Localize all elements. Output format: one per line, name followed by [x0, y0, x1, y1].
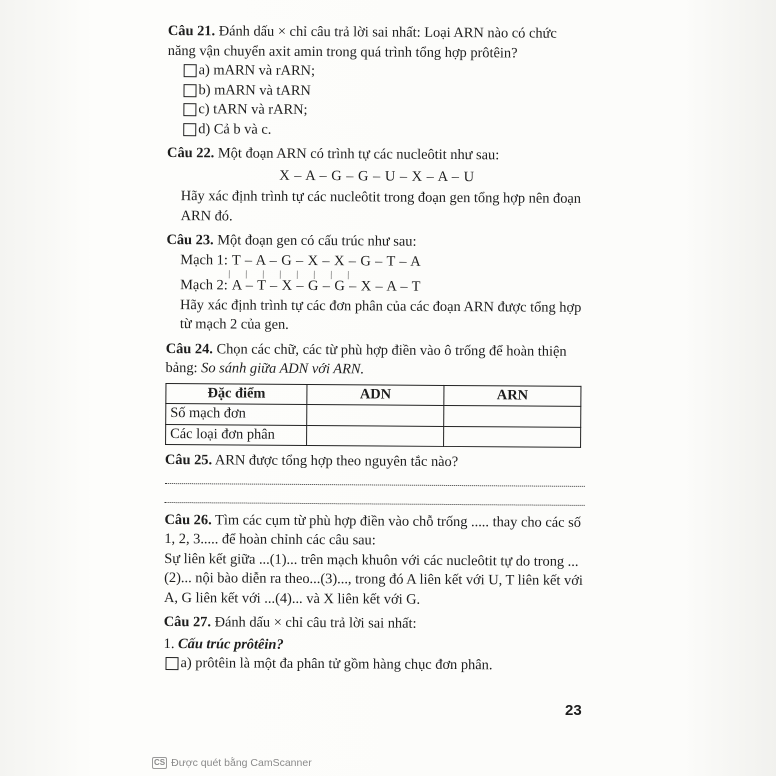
table-header: ADN: [307, 384, 444, 405]
question-27-label: Câu 27.: [163, 613, 212, 631]
question-21-label: Câu 21.: [167, 22, 216, 40]
table-row: [166, 403, 581, 426]
question-25-text: ARN được tổng hợp theo nguyên tắc nào?: [214, 452, 459, 471]
question-23-task: Hãy xác định trình tự các đơn phân của các đoạn ARN được tổng hợp từ mạch 2 của gen.: [179, 296, 582, 333]
table-header-row: [166, 383, 581, 406]
camscanner-logo-icon: CS: [154, 758, 166, 767]
question-24: [165, 339, 586, 447]
question-21-text: Đánh dấu × chỉ câu trả lời sai nhất: Loại ARN nào có chức năng vận chuyển axit amin trong quá trình tổng hợp prôtêin?: [167, 23, 557, 61]
base-pair-ticks: ||||||||: [228, 268, 365, 280]
question-23: [166, 231, 587, 337]
strand-1: Mạch 1: T – A – G – X – X – G – T – A: [180, 251, 422, 270]
question-24-table-title: So sánh giữa ADN với ARN.: [201, 360, 365, 378]
checkbox-icon[interactable]: [184, 64, 197, 77]
question-23-label: Câu 23.: [166, 231, 214, 249]
question-27: [163, 613, 583, 676]
question-22-text: Một đoạn ARN có trình tự các nucleôtit như sau:: [217, 145, 500, 164]
checkbox-icon[interactable]: [165, 657, 178, 670]
rna-sequence: X – A – G – G – U – X – A – U: [279, 167, 475, 185]
question-27-subheading: 1. Cấu trúc prôtêin?: [163, 635, 284, 653]
table-cell-blank[interactable]: [307, 425, 444, 446]
question-25: [165, 451, 585, 505]
question-22-label: Câu 22.: [167, 144, 215, 162]
question-25-label: Câu 25.: [164, 451, 213, 469]
answer-line[interactable]: [165, 489, 585, 505]
question-26-text: Tìm các cụm từ phù hợp điền vào chỗ trống ..... thay cho các số 1, 2, 3..... để hoàn chỉnh các câu sau:: [164, 511, 581, 549]
option-21c[interactable]: c) tARN và rARN;: [183, 100, 587, 122]
question-23-text: Một đoạn gen có cấu trúc như sau:: [217, 232, 417, 250]
table-cell-blank[interactable]: [444, 405, 581, 426]
scanner-footer: [152, 757, 312, 769]
table-row: [166, 424, 581, 447]
table-cell-blank[interactable]: [307, 404, 444, 425]
option-27a[interactable]: a) prôtêin là một đa phân tử gồm hàng chục đơn phân.: [165, 654, 583, 676]
question-21: [167, 22, 588, 142]
question-26-body: Sự liên kết giữa ...(1)... trên mạch khuôn với các nucleôtit tự do trong ...(2)... nội bào diễn ra theo...(3)..., trong đó A liên kết với U, T liên kết với A, G liên kết với ...(4)... và X liên kết với G.: [163, 550, 583, 608]
page-number: 23: [565, 702, 582, 719]
page-content: [163, 22, 588, 681]
strand-2: Mạch 2: A – T – X – G – G – X – A – T: [180, 277, 421, 295]
option-21b[interactable]: b) mARN và tARN: [183, 81, 587, 103]
question-22-task: Hãy xác định trình tự các nucleôtit trong đoạn gen tổng hợp nên đoạn ARN đó.: [180, 188, 582, 224]
question-24-label: Câu 24.: [165, 340, 213, 357]
question-24-text: Chọn các chữ, các từ phù hợp điền vào ô trống để hoàn thiện bảng:: [165, 340, 567, 377]
question-26-label: Câu 26.: [164, 511, 212, 528]
question-22: [167, 144, 588, 229]
option-21a[interactable]: a) mARN và rARN;: [184, 61, 588, 83]
table-header: Đặc điểm: [166, 383, 307, 404]
checkbox-icon[interactable]: [183, 84, 196, 97]
table-row-label: Các loại đơn phân: [166, 424, 307, 445]
question-27-text: Đánh dấu × chỉ câu trả lời sai nhất:: [214, 614, 417, 632]
option-21d[interactable]: d) Cả b và c.: [183, 120, 587, 142]
table-row-label: Số mạch đơn: [166, 403, 307, 424]
table-header: ARN: [444, 385, 581, 406]
question-26: [164, 510, 585, 610]
footer-text: Được quét bằng CamScanner: [171, 757, 312, 769]
checkbox-icon[interactable]: [183, 103, 196, 116]
answer-line[interactable]: [165, 470, 585, 486]
comparison-table: [165, 382, 581, 447]
table-cell-blank[interactable]: [444, 426, 581, 447]
checkbox-icon[interactable]: [183, 123, 196, 136]
